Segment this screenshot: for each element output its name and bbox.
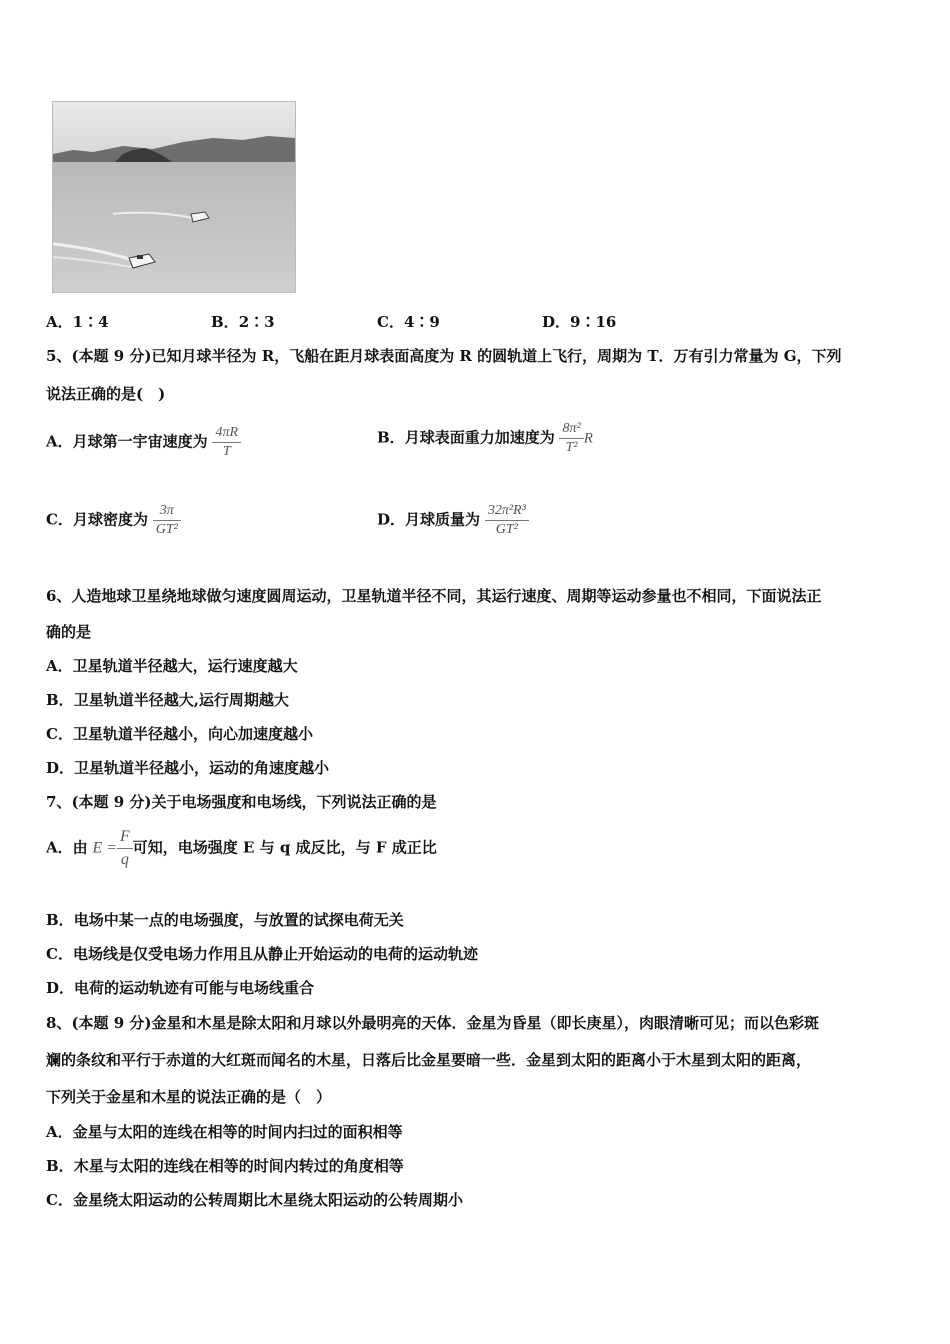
q5-c-fraction: $\frac{3\pi}{\text{GT²}}$ [153,502,181,539]
q7-stem: 7、(本题 9 分)关于电场强度和电场线，下列说法正确的是 [46,793,437,811]
q4-option-c: C．4∶9 [377,313,440,331]
q5-option-b: B．月球表面重力加速度为 $\frac{\text{8π²}}{\text{T²}}$ R [377,421,593,455]
q8-option-b: B．木星与太阳的连线在相等的时间内转过的角度相等 [46,1157,404,1175]
photo-illustration [53,102,295,292]
q5-b-fraction: $\frac{\text{8π²}}{\text{T²}}$ [559,420,583,457]
q6-option-b: B．卫星轨道半径越大,运行周期越大 [46,691,289,709]
q6-option-c: C．卫星轨道半径越小，向心加速度越小 [46,725,313,743]
q7-option-b: B．电场中某一点的电场强度，与放置的试探电荷无关 [46,911,404,929]
q8-option-a: A．金星与太阳的连线在相等的时间内扫过的面积相等 [46,1123,403,1141]
q5-a-fraction: $\frac{4\pi R}{T}$ [212,424,241,461]
q4-option-d: D．9∶16 [542,313,617,331]
q6-stem-line1: 6、人造地球卫星绕地球做匀速度圆周运动，卫星轨道半径不同，其运行速度、周期等运动参量也不相同，下面说法正 [46,587,822,605]
q7-option-c: C．电场线是仅受电场力作用且从静止开始运动的电荷的运动轨迹 [46,945,478,963]
q4-option-b: B．2∶3 [211,313,275,331]
lake-speedboat-photo [52,101,296,293]
q7-option-a: A．由 E = $\frac{F}{q}$ 可知，电场强度 E 与 q 成反比，与 F 成正比 [46,826,437,871]
q8-option-c: C．金星绕太阳运动的公转周期比木星绕太阳运动的公转周期小 [46,1191,463,1209]
q6-option-a: A．卫星轨道半径越大，运行速度越大 [46,657,298,675]
q8-stem-line1: 8、(本题 9 分)金星和木星是除太阳和月球以外最明亮的天体．金星为昏星（即长庚星），肉眼清晰可见；而以色彩斑 [46,1014,820,1032]
q7-a-fraction: $\frac{F}{q}$ [117,826,133,871]
q6-stem-line2: 确的是 [46,623,92,641]
q7-option-d: D．电荷的运动轨迹有可能与电场线重合 [46,979,315,997]
q5-option-d: D．月球质量为 $\frac{\text{32π²R³}}{\text{GT²}}$ [377,502,529,539]
q4-option-a: A．1∶4 [46,313,109,331]
q5-stem-line2: 说法正确的是( ) [46,385,166,403]
q6-option-d: D．卫星轨道半径越小，运动的角速度越小 [46,759,330,777]
q5-stem-line1: 5、(本题 9 分)已知月球半径为 R，飞船在距月球表面高度为 R 的圆轨道上飞行，周期为 T．万有引力常量为 G，下列 [46,347,842,365]
q8-stem-line3: 下列关于金星和木星的说法正确的是（ ） [46,1088,332,1106]
q5-option-c: C．月球密度为 $\frac{3\pi}{\text{GT²}}$ [46,502,181,539]
q5-option-a: A．月球第一宇宙速度为 $\frac{4\pi R}{T}$ [46,424,241,461]
q5-d-fraction: $\frac{\text{32π²R³}}{\text{GT²}}$ [485,502,529,539]
q8-stem-line2: 斓的条纹和平行于赤道的大红斑而闻名的木星，日落后比金星要暗一些．金星到太阳的距离小于木星到太阳的距离， [46,1051,812,1069]
